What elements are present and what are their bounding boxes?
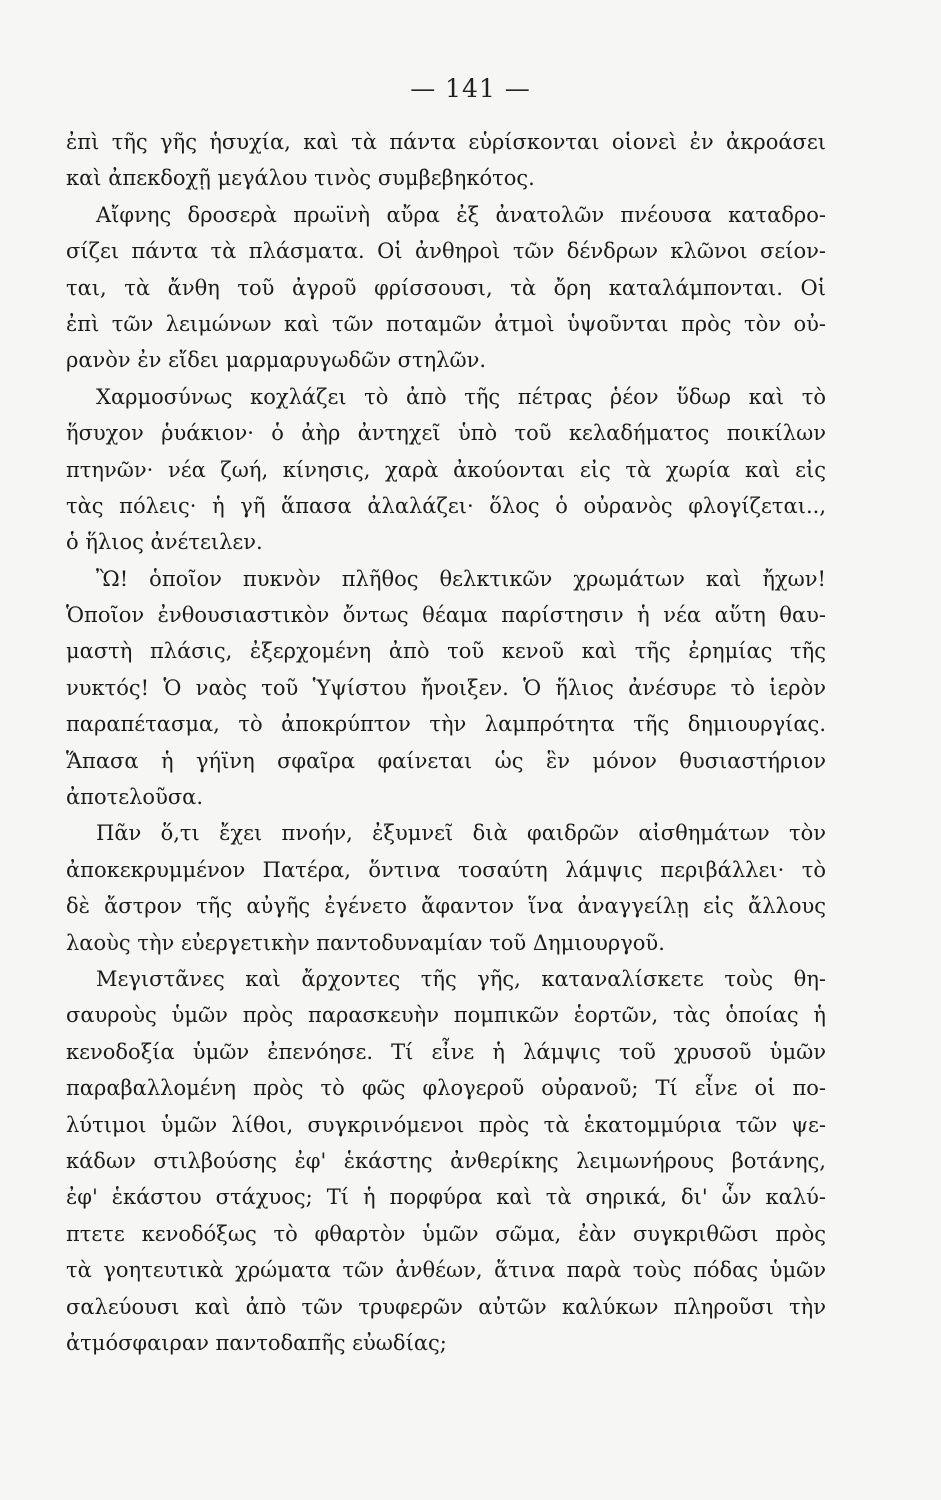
text-line: ρανὸν ἐν εἴδει μαρμαρυγωδῶν στηλῶν. xyxy=(66,348,487,373)
text-line: ἐπὶ τῶν λειμώνων καὶ τῶν ποταμῶν ἀτμοὶ ὑψοῦνται πρὸς τὸν οὐ- xyxy=(66,311,826,336)
text-line: λύτιμοι ὑμῶν λίθοι, συγκρινόμενοι πρὸς τὰ ἑκατομμύρια τῶν ψε- xyxy=(66,1112,826,1137)
text-line: ἀποκεκρυμμένον Πατέρα, ὅντινα τοσαύτη λάμψις περιβάλλει· τὸ xyxy=(66,857,826,882)
text-line: τὰς πόλεις· ἡ γῆ ἅπασα ἀλαλάζει· ὅλος ὁ οὐρανὸς φλογίζεται.., xyxy=(66,493,826,518)
text-line: πτηνῶν· νέα ζωή, κίνησις, χαρὰ ἀκούονται εἰς τὰ χωρία καὶ εἰς xyxy=(66,457,826,482)
text-line: ἐπὶ τῆς γῆς ἡσυχία, καὶ τὰ πάντα εὑρίσκονται οἱονεὶ ἐν ἀκροάσει xyxy=(66,130,826,154)
text-line: Χαρμοσύνως κοχλάζει τὸ ἀπὸ τῆς πέτρας ῥέον ὕδωρ καὶ τὸ xyxy=(96,384,826,409)
text-line: κάδων στιλβούσης ἐφ' ἑκάστης ἀνθερίκης λειμωνήρους βοτάνης, xyxy=(66,1148,826,1173)
text-line: Ἅπασα ἡ γήϊνη σφαῖρα φαίνεται ὡς ἓν μόνον θυσιαστήριον xyxy=(66,748,826,773)
text-line: σαλεύουσι καὶ ἀπὸ τῶν τρυφερῶν αὐτῶν καλύκων πληροῦσι τὴν xyxy=(66,1294,826,1319)
text-line: νυκτός! Ὁ ναὸς τοῦ Ὑψίστου ἤνοιξεν. Ὁ ἥλιος ἀνέσυρε τὸ ἱερὸν xyxy=(66,675,826,700)
text-line: καὶ ἀπεκδοχῇ μεγάλου τινὸς συμβεβηκότος. xyxy=(66,166,535,191)
text-line: ὁ ἥλιος ἀνέτειλεν. xyxy=(66,530,263,555)
text-line: παραπέτασμα, τὸ ἀποκρύπτον τὴν λαμπρότητα τῆς δημιουργίας. xyxy=(66,712,826,737)
text-line: Ὢ! ὁποῖον πυκνὸν πλῆθος θελκτικῶν χρωμάτων καὶ ἤχων! xyxy=(96,566,826,591)
text-line: παραβαλλομένη πρὸς τὸ φῶς φλογεροῦ οὐρανοῦ; Τί εἶνε οἱ πο- xyxy=(66,1076,826,1101)
text-line: δὲ ἄστρον τῆς αὐγῆς ἐγένετο ἄφαντον ἵνα ἀναγγείλῃ εἰς ἄλλους xyxy=(66,894,826,919)
text-line: Μεγιστᾶνες καὶ ἄρχοντες τῆς γῆς, καταναλίσκετε τοὺς θη- xyxy=(96,966,826,991)
text-line: μαστὴ πλάσις, ἐξερχομένη ἀπὸ τοῦ κενοῦ καὶ τῆς ἐρημίας τῆς xyxy=(66,639,826,664)
text-line: ἐφ' ἑκάστου στάχυος; Τί ἡ πορφύρα καὶ τὰ σηρικά, δι' ὧν καλύ- xyxy=(66,1185,826,1210)
text-line: κενοδοξία ὑμῶν ἐπενόησε. Τί εἶνε ἡ λάμψις τοῦ χρυσοῦ ὑμῶν xyxy=(66,1039,826,1064)
page-number: — 141 — xyxy=(410,74,531,103)
text-line: Ὁποῖον ἐνθουσιαστικὸν ὄντως θέαμα παρίστησιν ἡ νέα αὕτη θαυ- xyxy=(66,603,826,628)
text-line: λαοὺς τὴν εὐεργετικὴν παντοδυναμίαν τοῦ Δημιουργοῦ. xyxy=(66,930,665,955)
text-line: ἀτμόσφαιραν παντοδαπῆς εὐωδίας; xyxy=(66,1330,447,1355)
text-line: σαυροὺς ὑμῶν πρὸς παρασκευὴν πομπικῶν ἑορτῶν, τὰς ὁποίας ἡ xyxy=(66,1003,826,1028)
body-text xyxy=(66,124,826,1361)
text-line: πτετε κενοδόξως τὸ φθαρτὸν ὑμῶν σῶμα, ἐὰν συγκριθῶσι πρὸς xyxy=(66,1221,826,1246)
text-line: ἀποτελοῦσα. xyxy=(66,785,204,810)
text-line: τὰ γοητευτικὰ χρώματα τῶν ἀνθέων, ἅτινα παρὰ τοὺς πόδας ὑμῶν xyxy=(66,1258,826,1283)
text-line: σίζει πάντα τὰ πλάσματα. Οἱ ἀνθηροὶ τῶν δένδρων κλῶνοι σείον- xyxy=(66,239,826,264)
text-line: ται, τὰ ἄνθη τοῦ ἀγροῦ φρίσσουσι, τὰ ὄρη καταλάμπονται. Οἱ xyxy=(66,275,826,300)
text-line: ἥσυχον ῥυάκιον· ὁ ἀὴρ ἀντηχεῖ ὑπὸ τοῦ κελαδήματος ποικίλων xyxy=(66,421,826,446)
text-line: Πᾶν ὅ,τι ἔχει πνοήν, ἐξυμνεῖ διὰ φαιδρῶν αἰσθημάτων τὸν xyxy=(96,821,826,846)
text-line: Αἴφνης δροσερὰ πρωϊνὴ αὔρα ἐξ ἀνατολῶν πνέουσα καταδρο- xyxy=(96,202,826,227)
